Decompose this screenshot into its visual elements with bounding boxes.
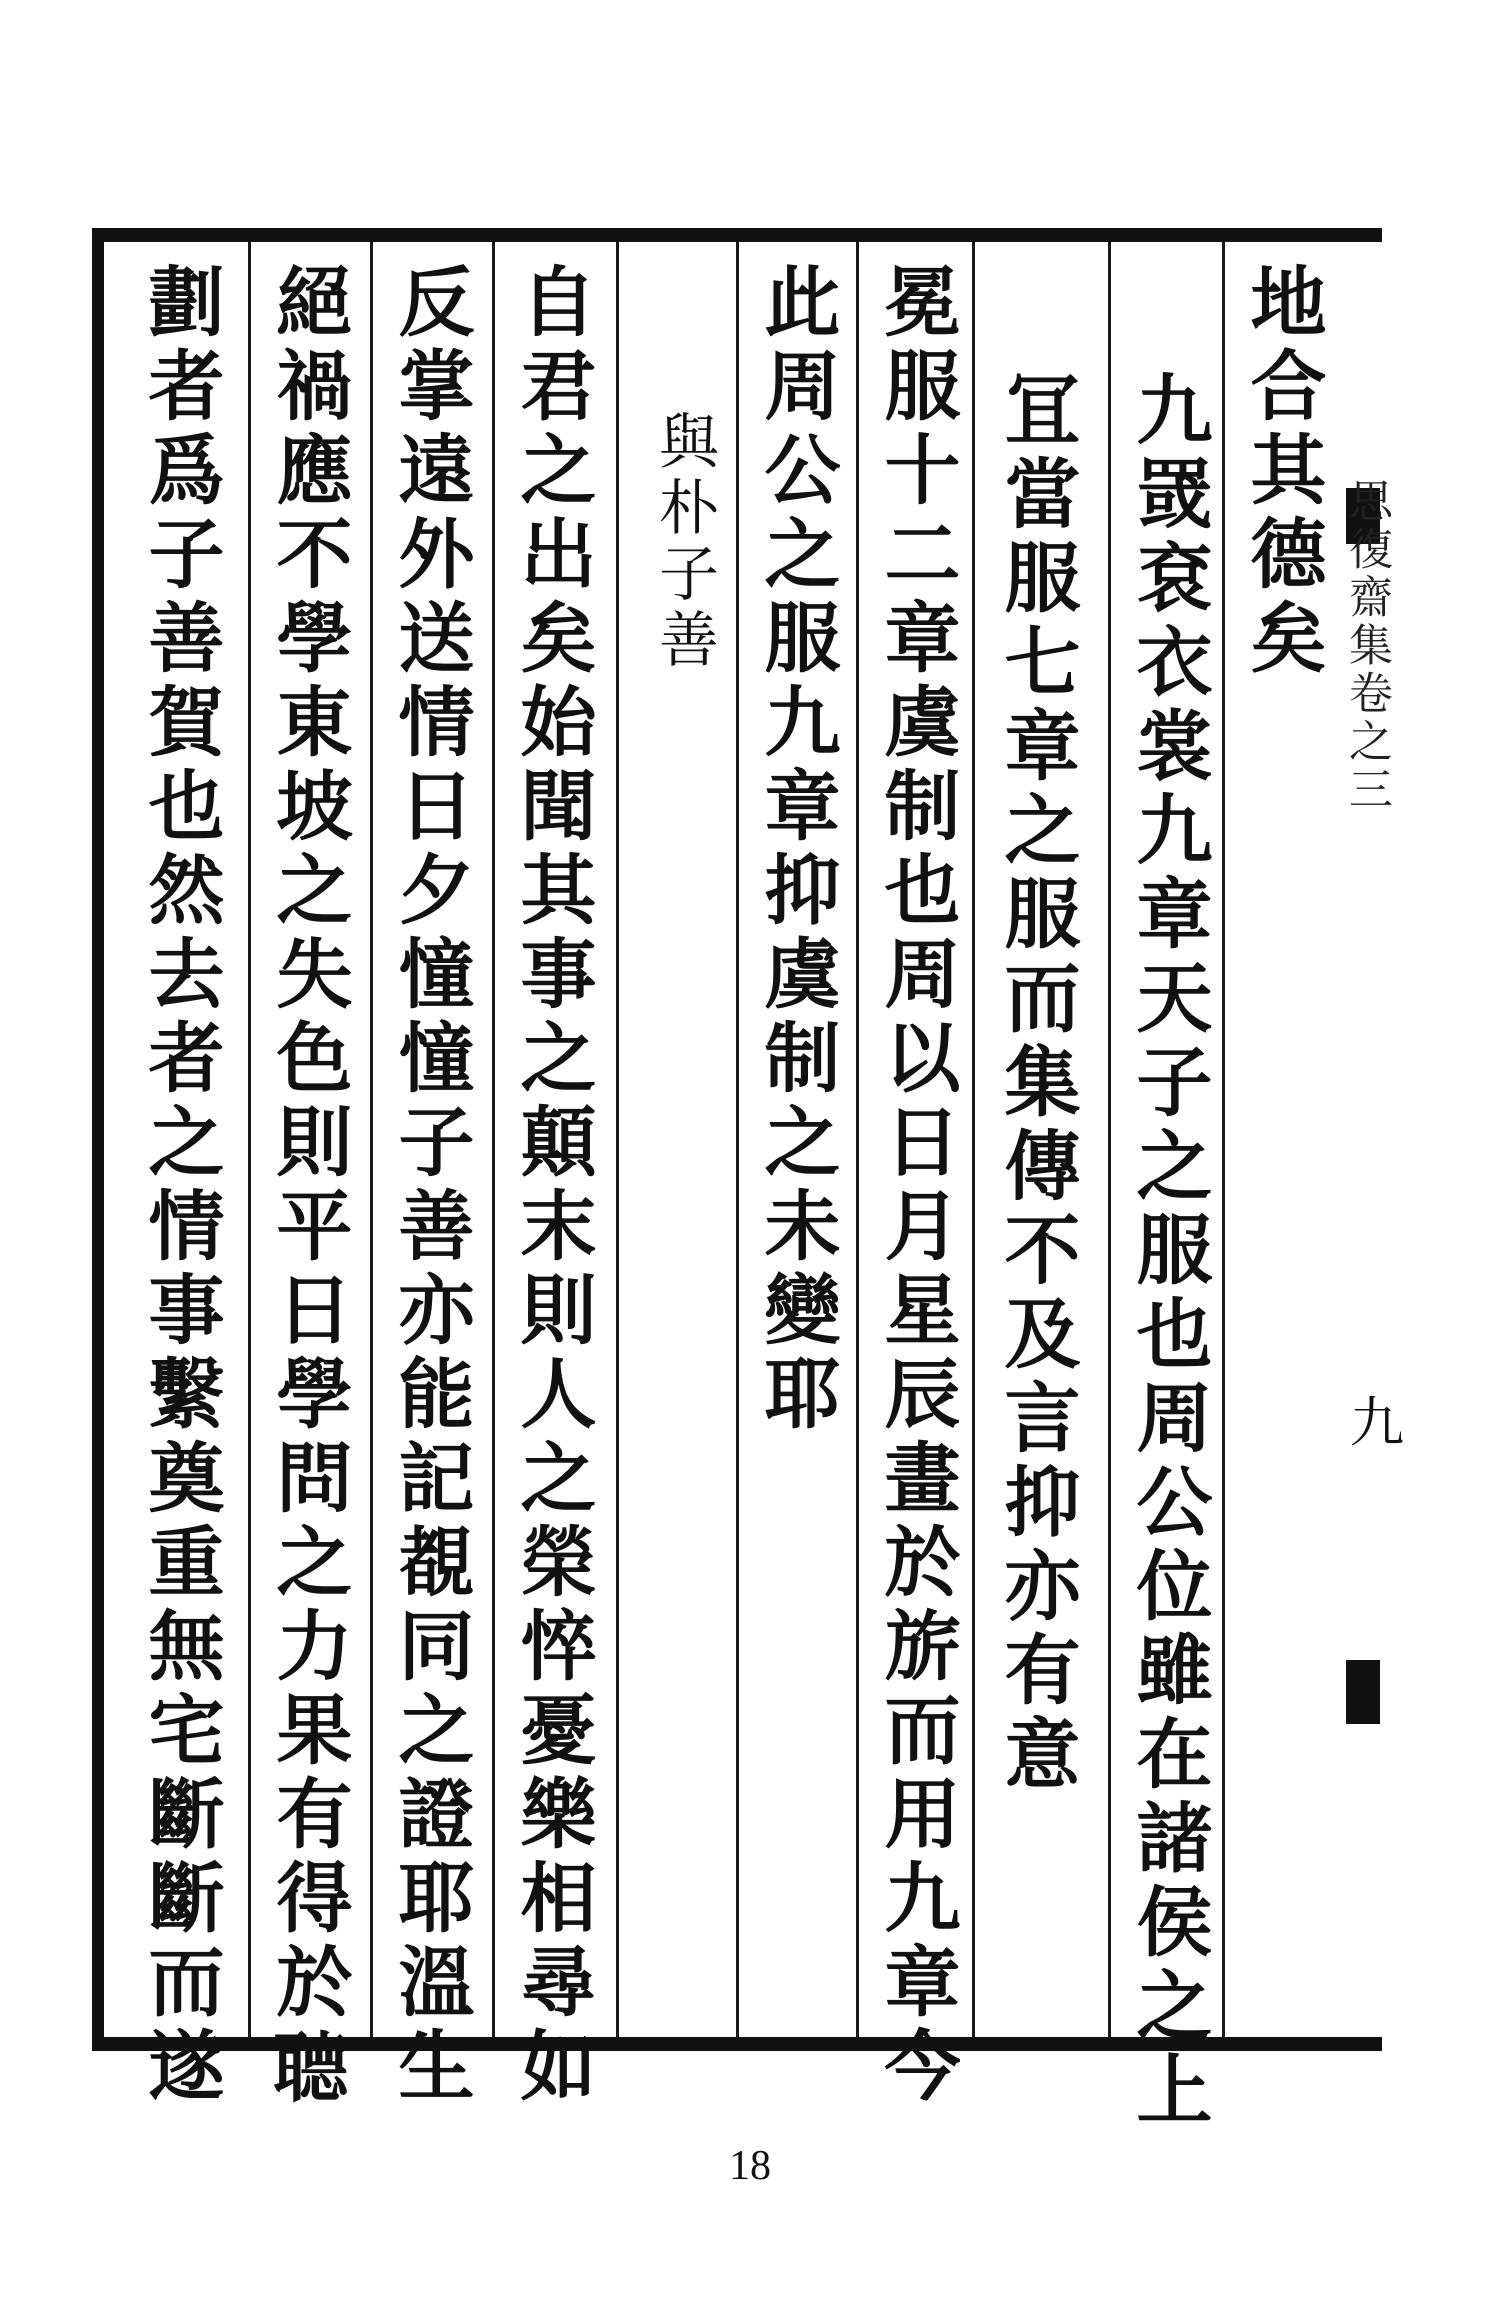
fold-leaf-number: 九 [1350,1391,1404,1454]
fold-lower-fishtail-mark [1346,1660,1380,1724]
column-rule [370,242,373,2037]
fold-book-title: 思復齋集卷之三 [1341,478,1392,814]
text-column-2: 九罭袞衣裳九章天子之服也周公位雖在諸侯之上 [1124,370,1213,2134]
text-column-4: 冕服十二章虞制也周以日月星辰畫於旂而用九章今 [872,262,961,2110]
page-number: 18 [729,2143,771,2189]
column-rule [736,242,739,2037]
column-rule [1108,242,1111,2037]
text-column-3: 冝當服七章之服而集傳不及言抑亦有意 [992,370,1081,1798]
column-rule [616,242,619,2037]
column-rule [492,242,495,2037]
text-column-9: 絕禍應不學東坡之失色則平日學問之力果有得於𦗟 [264,262,353,2110]
column-rule [856,242,859,2037]
text-column-8: 反掌遠外送情日夕憧憧子善亦能記覩同之證耶溫生 [386,262,475,2110]
text-column-5: 此周公之服九章抑虞制之未變耶 [752,262,841,1438]
text-column-7: 自君之出矣始聞其事之顛末則人之榮悴憂樂相尋如 [508,262,597,2110]
column-rule [972,242,975,2037]
text-column-6-heading: 與朴子善 [649,410,719,674]
column-rule [1222,242,1225,2037]
text-column-1: 地合其德矣 [1238,262,1327,682]
text-column-10: 劃者爲子善賀也然去者之情事繫奠重無宅斷斷而遂 [136,262,225,2110]
column-rule [248,242,251,2037]
